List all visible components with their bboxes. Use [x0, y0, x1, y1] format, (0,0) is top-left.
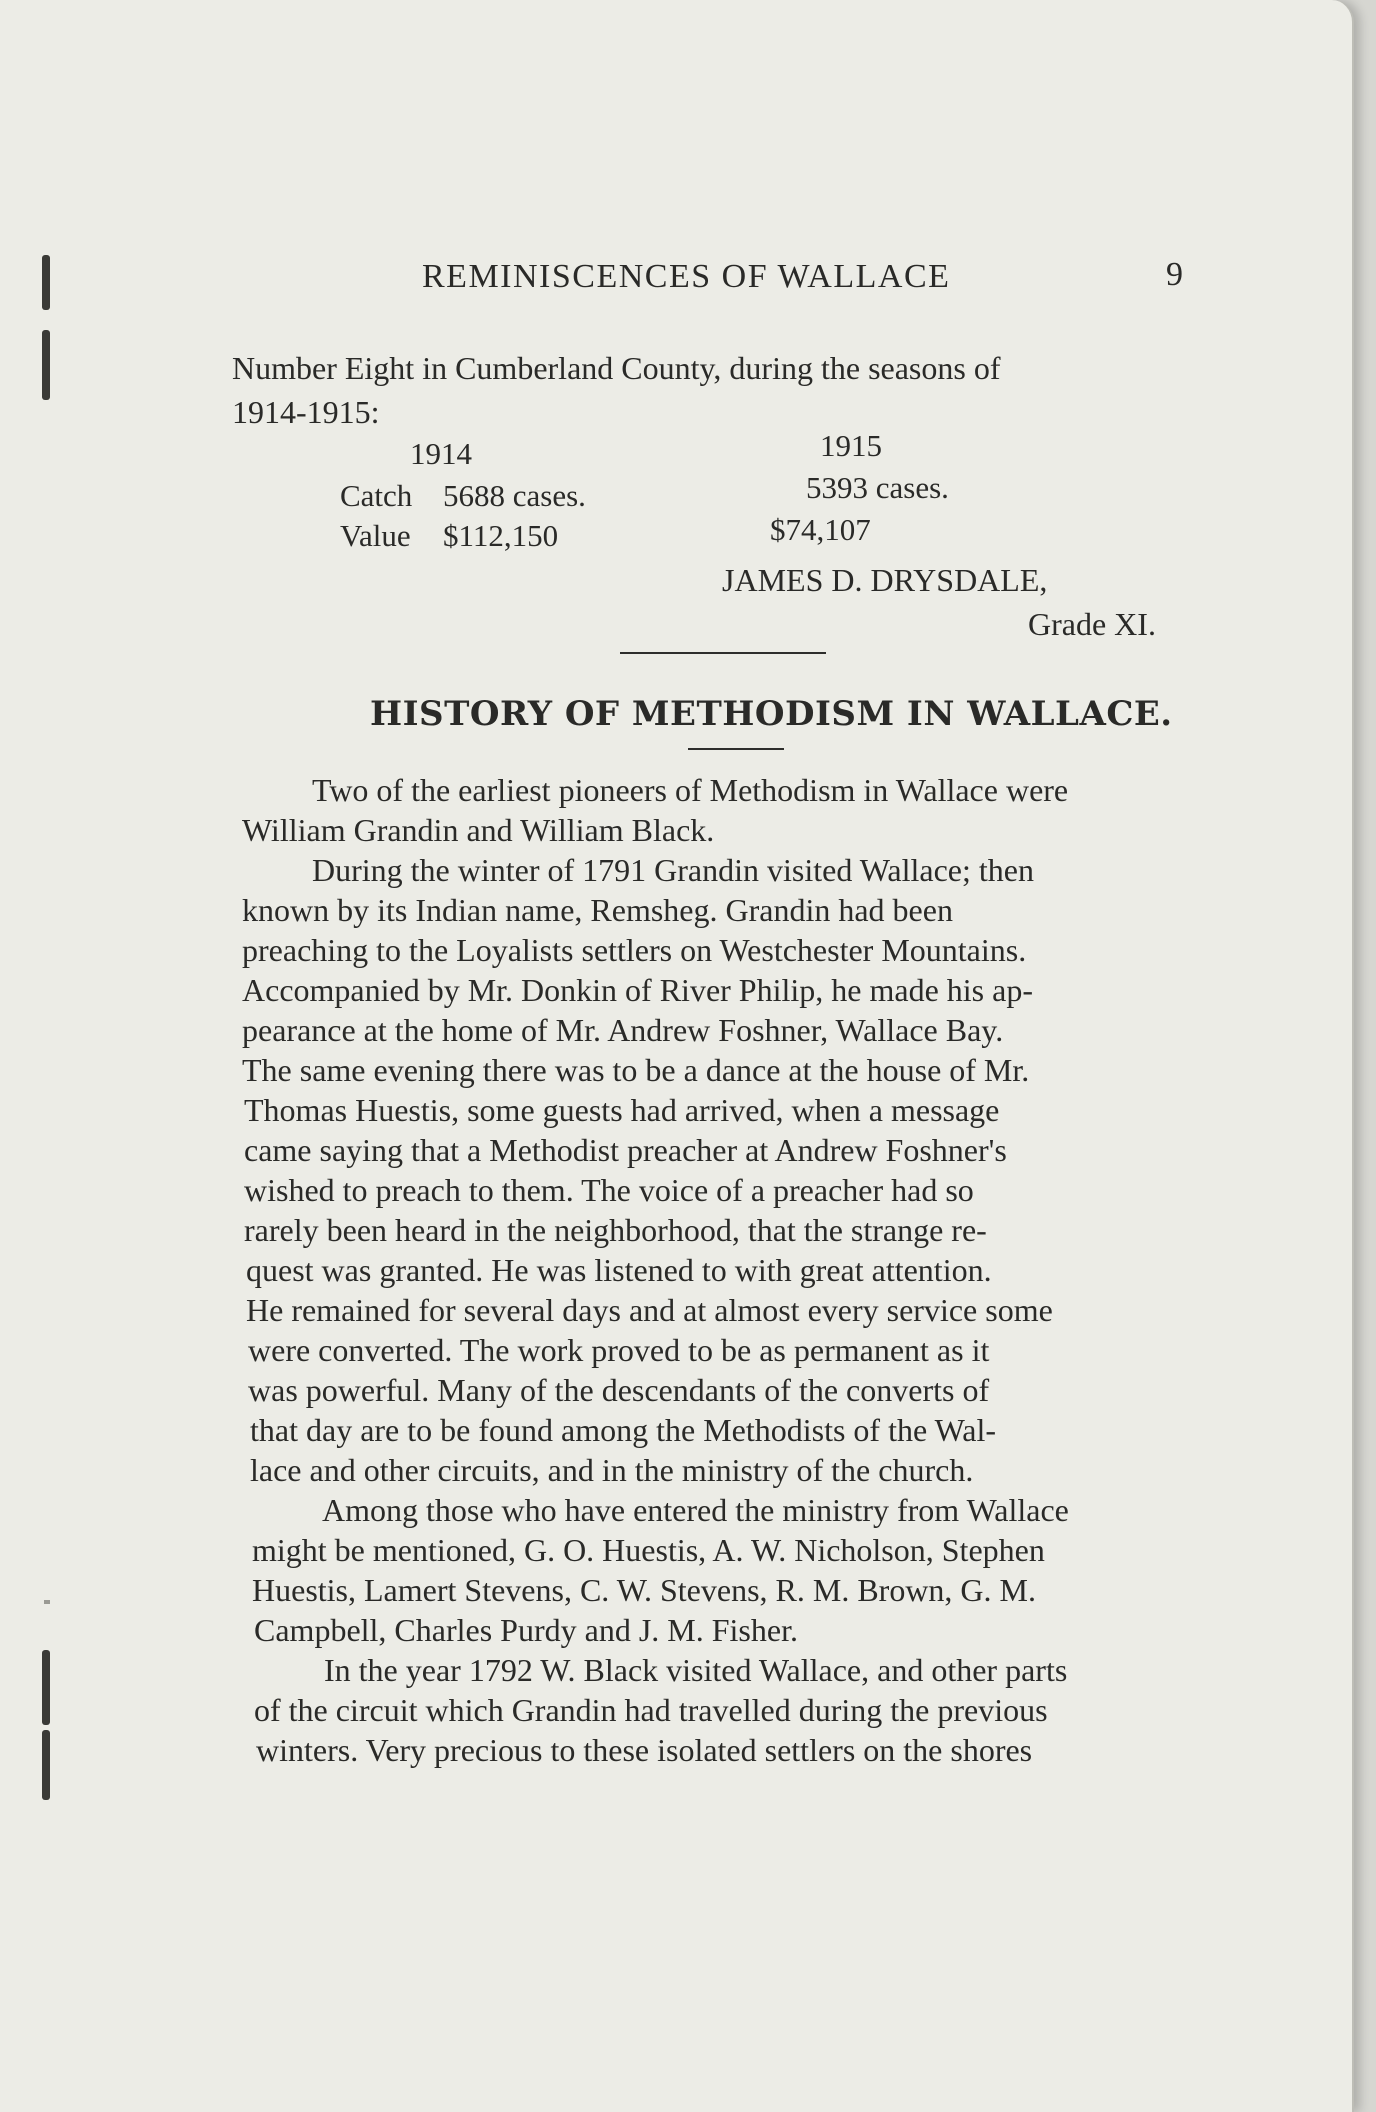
binding-mark: [42, 330, 50, 400]
body-line: pearance at the home of Mr. Andrew Foshner, Wallace Bay.: [242, 1012, 1004, 1048]
body-line: that day are to be found among the Methodists of the Wal-: [250, 1412, 996, 1448]
body-line: During the winter of 1791 Grandin visited Wallace; then: [312, 852, 1034, 888]
body-line: quest was granted. He was listened to with great attention.: [246, 1252, 992, 1288]
section-title: HISTORY OF METHODISM IN WALLACE.: [370, 694, 1173, 734]
running-head: REMINISCENCES OF WALLACE: [422, 258, 951, 295]
body-line: was powerful. Many of the descendants of the converts of: [248, 1372, 990, 1408]
body-line: known by its Indian name, Remsheg. Grandin had been: [242, 892, 953, 928]
body-line: Campbell, Charles Purdy and J. M. Fisher.: [254, 1612, 798, 1648]
year-1914: 1914: [410, 436, 472, 471]
body-line: rarely been heard in the neighborhood, that the strange re-: [244, 1212, 987, 1248]
binding-mark: [42, 1650, 50, 1725]
body-line: In the year 1792 W. Black visited Wallace, and other parts: [324, 1652, 1068, 1688]
body-line: He remained for several days and at almost every service some: [246, 1292, 1053, 1328]
binding-mark: [42, 255, 50, 310]
body-line: wished to preach to them. The voice of a preacher had so: [244, 1172, 974, 1208]
intro-line: Number Eight in Cumberland County, during the seasons of: [232, 350, 1001, 386]
body-line: might be mentioned, G. O. Huestis, A. W. Nicholson, Stephen: [252, 1532, 1045, 1568]
binding-mark: [42, 1730, 50, 1800]
body-line: Two of the earliest pioneers of Methodism in Wallace were: [312, 772, 1069, 808]
catch-1914: 5688 cases.: [443, 478, 586, 513]
section-divider: [620, 652, 826, 654]
value-1915: $74,107: [770, 512, 871, 547]
intro-line: 1914-1915:: [232, 394, 380, 430]
body-line: preaching to the Loyalists settlers on Westchester Mountains.: [242, 932, 1027, 968]
catch-1915: 5393 cases.: [806, 470, 949, 505]
body-line: of the circuit which Grandin had travelled during the previous: [254, 1692, 1048, 1728]
body-line: The same evening there was to be a dance at the house of Mr.: [242, 1052, 1030, 1088]
body-line: William Grandin and William Black.: [242, 812, 715, 848]
body-line: Huestis, Lamert Stevens, C. W. Stevens, R. M. Brown, G. M.: [252, 1572, 1036, 1608]
value-label: Value: [340, 518, 411, 553]
body-line: winters. Very precious to these isolated settlers on the shores: [256, 1732, 1033, 1768]
body-line: Among those who have entered the ministry from Wallace: [322, 1492, 1069, 1528]
body-line: came saying that a Methodist preacher at Andrew Foshner's: [244, 1132, 1007, 1168]
body-line: were converted. The work proved to be as permanent as it: [248, 1332, 990, 1368]
value-1914: $112,150: [443, 518, 559, 553]
page-number: 9: [1166, 256, 1183, 293]
year-1915: 1915: [820, 428, 882, 463]
body-line: Accompanied by Mr. Donkin of River Philip, he made his ap-: [242, 972, 1033, 1008]
catch-label: Catch: [340, 478, 413, 513]
body-line: lace and other circuits, and in the ministry of the church.: [250, 1452, 974, 1488]
paper-speck: [44, 1600, 50, 1604]
author-grade: Grade XI.: [1028, 606, 1156, 642]
body-line: Thomas Huestis, some guests had arrived, when a message: [244, 1092, 1000, 1128]
title-underline: [688, 748, 784, 750]
author-name: JAMES D. DRYSDALE,: [722, 562, 1048, 598]
